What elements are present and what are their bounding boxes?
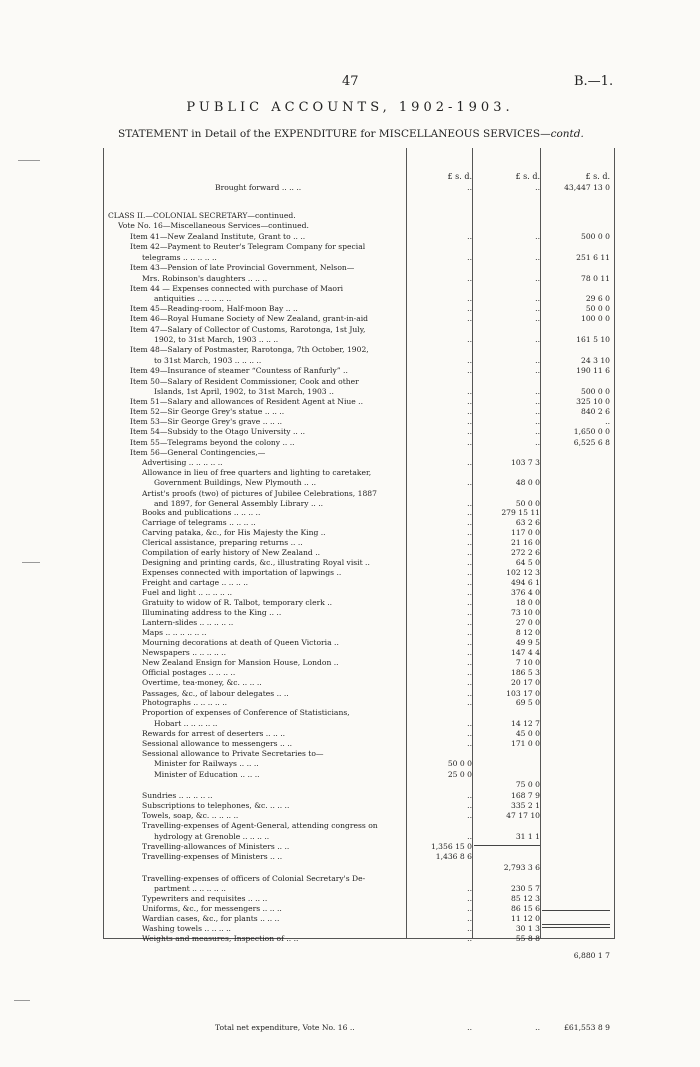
amount-c3: 29 6 0 — [585, 294, 610, 303]
row-label: Books and publications .. .. .. .. — [142, 508, 261, 517]
margin-mark — [18, 160, 40, 161]
amount-c1: .. — [467, 508, 472, 517]
amount-c2: 335 2 1 — [511, 801, 540, 810]
amount-c2: .. — [535, 407, 540, 416]
amount-c2: 2,793 3 6 — [503, 863, 540, 872]
row-label: Fuel and light .. .. .. .. .. — [142, 588, 233, 597]
amount-c1: .. — [467, 739, 472, 748]
row-label: Item 54—Subsidy to the Otago University .. .. — [130, 427, 306, 436]
amount-c1: .. — [467, 791, 472, 800]
ledger-row — [0, 344, 700, 355]
amount-c1: .. — [467, 628, 472, 637]
sheet-reference: B.—1. — [574, 74, 614, 89]
amount-c1: .. — [467, 801, 472, 810]
row-label: Travelling-expenses of Ministers .. .. — [142, 852, 283, 861]
amount-c1: .. — [467, 914, 472, 923]
amount-c1: .. — [467, 638, 472, 647]
row-label: Carving pataka, &c., for His Majesty the King .. — [142, 528, 326, 537]
row-label: Item 41—New Zealand Institute, Grant to .. .. — [130, 232, 306, 241]
row-label: Wardian cases, &c., for plants .. .. .. — [142, 914, 280, 923]
total-rule — [542, 910, 610, 911]
amount-c1: .. — [467, 832, 472, 841]
ledger-row — [0, 820, 700, 831]
amount-c3: 50 0 0 — [585, 304, 610, 313]
row-label: Towels, soap, &c. .. .. .. .. — [142, 811, 239, 820]
amount-c1: .. — [467, 438, 472, 447]
amount-c2: .. — [535, 314, 540, 323]
amount-c2: .. — [535, 387, 540, 396]
ledger-row — [0, 262, 700, 273]
row-label: Freight and cartage .. .. .. .. — [142, 578, 249, 587]
amount-c2: 186 5 3 — [511, 668, 540, 677]
ledger-row — [0, 426, 700, 437]
row-label: Designing and printing cards, &c., illustrating Royal visit .. — [142, 558, 370, 567]
amount-c1: .. — [467, 427, 472, 436]
row-label: CLASS II.—COLONIAL SECRETARY—continued. — [108, 211, 296, 220]
amount-c2: .. — [535, 417, 540, 426]
amount-c2: 48 0 0 — [515, 478, 540, 487]
row-label: Subscriptions to telephones, &c. .. .. .. — [142, 801, 290, 810]
row-label: Total net expenditure, Vote No. 16 .. — [215, 1023, 355, 1032]
amount-c1: .. — [467, 811, 472, 820]
amount-c2: 63 2 6 — [515, 518, 540, 527]
amount-c2: 50 0 0 — [515, 499, 540, 508]
row-label: Lantern-slides .. .. .. .. .. — [142, 618, 234, 627]
row-label: Rewards for arrest of deserters .. .. .. — [142, 729, 286, 738]
amount-c2: 75 0 0 — [515, 780, 540, 789]
row-label: Item 49—Insurance of steamer “Countess of Ranfurly” .. — [130, 366, 348, 375]
row-label: Sessional allowance to Private Secretaries to— — [142, 749, 324, 758]
amount-c2: 27 0 0 — [515, 618, 540, 627]
amount-c1: .. — [467, 884, 472, 893]
ledger-row — [0, 477, 700, 488]
subtotal-rule — [474, 845, 540, 846]
amount-c1: .. — [467, 658, 472, 667]
column-header-3: £ s. d. — [585, 172, 610, 181]
row-label: Photographs .. .. .. .. .. — [142, 698, 228, 707]
row-label: Carriage of telegrams .. .. .. .. — [142, 518, 256, 527]
amount-c2: 171 0 0 — [511, 739, 540, 748]
row-label: Clerical assistance, preparing returns .. .. — [142, 538, 303, 547]
amount-c2: 11 12 0 — [511, 914, 540, 923]
amount-c1: .. — [467, 397, 472, 406]
amount-c2: .. — [535, 304, 540, 313]
amount-c1: .. — [467, 598, 472, 607]
page-number: 47 — [342, 74, 359, 89]
row-label: Expenses connected with importation of lapwings .. — [142, 568, 342, 577]
amount-c1: .. — [467, 698, 472, 707]
row-label: Travelling-allowances of Ministers .. .. — [142, 842, 290, 851]
amount-c1: .. — [467, 417, 472, 426]
ledger-row — [0, 182, 700, 193]
amount-c2: 376 4 0 — [511, 588, 540, 597]
row-label: Newspapers .. .. .. .. .. — [142, 648, 227, 657]
amount-c1: .. — [467, 618, 472, 627]
amount-c2: 103 17 0 — [506, 689, 540, 698]
row-label: Government Buildings, New Plymouth .. .. — [154, 478, 317, 487]
amount-c2: 45 0 0 — [515, 729, 540, 738]
amount-c2: .. — [535, 427, 540, 436]
row-label: Item 46—Royal Humane Society of New Zealand, grant-in-aid — [130, 314, 369, 323]
amount-c1: .. — [467, 588, 472, 597]
amount-c2: 30 1 3 — [515, 924, 540, 933]
row-label: hydrology at Grenoble .. .. .. .. — [154, 832, 270, 841]
row-label: Minister of Education .. .. .. — [154, 770, 260, 779]
ledger-row — [0, 851, 700, 862]
ledger-row — [0, 1022, 700, 1033]
row-label: Vote No. 16—Miscellaneous Services—continued. — [118, 221, 309, 230]
amount-c2: 168 7 9 — [511, 791, 540, 800]
row-label: Washing towels .. .. .. .. — [142, 924, 231, 933]
amount-c1: .. — [467, 608, 472, 617]
row-label: Advertising .. .. .. .. .. — [142, 458, 223, 467]
row-label: Item 42—Payment to Reuter's Telegram Company for special — [130, 242, 366, 251]
amount-c2: 31 1 1 — [515, 832, 540, 841]
row-label: telegrams .. .. .. .. .. — [142, 253, 217, 262]
amount-c3: 251 6 11 — [576, 253, 610, 262]
amount-c1: .. — [467, 304, 472, 313]
statement-contd: contd. — [550, 128, 584, 140]
row-label: Item 52—Sir George Grey's statue .. .. .. — [130, 407, 285, 416]
column-header-row — [0, 171, 700, 182]
amount-c3: 325 10 0 — [576, 397, 610, 406]
ledger-row — [0, 365, 700, 376]
amount-c2: 20 17 0 — [511, 678, 540, 687]
amount-c1: .. — [467, 538, 472, 547]
amount-c2: 272 2 6 — [511, 548, 540, 557]
row-label: Uniforms, &c., for messengers .. .. .. — [142, 904, 282, 913]
amount-c1: .. — [467, 689, 472, 698]
amount-c2: 21 16 0 — [511, 538, 540, 547]
amount-c2: .. — [535, 356, 540, 365]
ledger-row — [0, 779, 700, 790]
ledger-row — [0, 677, 700, 688]
row-label: Allowance in lieu of free quarters and lighting to caretaker, — [142, 468, 372, 477]
ledger-row — [0, 950, 700, 961]
row-label: Proportion of expenses of Conference of Statisticians, — [142, 708, 350, 717]
amount-c1: .. — [467, 904, 472, 913]
amount-c2: 49 9 5 — [515, 638, 540, 647]
ledger-row — [0, 707, 700, 718]
row-label: Hobart .. .. .. .. .. — [154, 719, 218, 728]
row-label: Item 44 — Expenses connected with purchase of Maori — [130, 284, 344, 293]
row-label: Passages, &c., of labour delegates .. .. — [142, 689, 289, 698]
amount-c3: 1,650 0 0 — [573, 427, 610, 436]
amount-c3: 500 0 0 — [581, 232, 610, 241]
row-label: Overtime, tea-money, &c. .. .. .. — [142, 678, 262, 687]
amount-c1: 25 0 0 — [447, 770, 472, 779]
row-label: Item 47—Salary of Collector of Customs, Rarotonga, 1st July, — [130, 325, 366, 334]
row-label: Gratuity to widow of R. Talbot, temporary clerk .. — [142, 598, 333, 607]
row-label: Item 50—Salary of Resident Commissioner, Cook and other — [130, 377, 359, 386]
column-header-1: £ s. d. — [447, 172, 472, 181]
amount-c2: 102 12 3 — [506, 568, 540, 577]
amount-c3: 500 0 0 — [581, 387, 610, 396]
amount-c1: .. — [467, 387, 472, 396]
amount-c2: 8 12 0 — [515, 628, 540, 637]
amount-c1: .. — [467, 668, 472, 677]
amount-c2: .. — [535, 397, 540, 406]
amount-c1: .. — [467, 294, 472, 303]
amount-c2: .. — [535, 335, 540, 344]
amount-c1: .. — [467, 253, 472, 262]
row-label: Islands, 1st April, 1902, to 31st March, 1903 .. — [154, 387, 334, 396]
amount-c2: 73 10 0 — [511, 608, 540, 617]
row-label: Typewriters and requisites .. .. .. — [142, 894, 268, 903]
amount-c1: .. — [467, 558, 472, 567]
amount-c1: .. — [467, 356, 472, 365]
amount-c3: 100 0 0 — [581, 314, 610, 323]
amount-c1: .. — [467, 528, 472, 537]
amount-c3: 43,447 13 0 — [564, 183, 610, 192]
amount-c2: 47 17 10 — [506, 811, 540, 820]
amount-c1: .. — [467, 518, 472, 527]
amount-c1: .. — [467, 678, 472, 687]
row-label: Compilation of early history of New Zealand .. — [142, 548, 321, 557]
amount-c2: 86 15 6 — [511, 904, 540, 913]
row-label: Brought forward .. .. .. — [215, 183, 302, 192]
row-label: Sundries .. .. .. .. .. — [142, 791, 213, 800]
column-header-2: £ s. d. — [515, 172, 540, 181]
amount-c2: 279 15 11 — [501, 508, 540, 517]
amount-c2: .. — [535, 183, 540, 192]
ledger-row — [0, 241, 700, 252]
ledger-row — [0, 933, 700, 944]
amount-c1: .. — [467, 478, 472, 487]
row-label: 1902, to 31st March, 1903 .. .. .. — [154, 335, 279, 344]
row-label: Travelling-expenses of Agent-General, attending congress on — [142, 821, 378, 830]
ledger-row — [0, 758, 700, 769]
row-label: Mrs. Robinson's daughters .. .. .. — [142, 274, 268, 283]
total-double-rule — [542, 924, 610, 925]
amount-c3: 6,880 1 7 — [573, 951, 610, 960]
amount-c1: .. — [467, 894, 472, 903]
row-label: and 1897, for General Assembly Library .. .. — [154, 499, 324, 508]
row-label: Artist's proofs (two) of pictures of Jubilee Celebrations, 1887 — [142, 489, 377, 498]
amount-c3: 161 5 10 — [576, 335, 610, 344]
row-label: to 31st March, 1903 .. .. .. .. — [154, 356, 262, 365]
row-label: Sessional allowance to messengers .. .. — [142, 739, 293, 748]
amount-c1: .. — [467, 548, 472, 557]
margin-mark — [22, 562, 40, 563]
row-label: Travelling-expenses of officers of Colonial Secretary's De- — [142, 874, 366, 883]
page-title: PUBLIC ACCOUNTS, 1902-1903. — [186, 100, 514, 115]
amount-c2: 69 5 0 — [515, 698, 540, 707]
row-label: partment .. .. .. .. .. — [154, 884, 226, 893]
amount-c1: .. — [467, 1023, 472, 1032]
amount-c1: .. — [467, 719, 472, 728]
amount-c2: 494 6 1 — [511, 578, 540, 587]
amount-c3: 190 11 6 — [576, 366, 610, 375]
amount-c2: 64 5 0 — [515, 558, 540, 567]
amount-c3: 6,525 6 8 — [573, 438, 610, 447]
row-label: Weights and measures, Inspection of .. .. — [142, 934, 299, 943]
amount-c1: .. — [467, 183, 472, 192]
amount-c2: .. — [535, 1023, 540, 1032]
ledger-row — [0, 313, 700, 324]
statement-heading — [118, 128, 584, 140]
amount-c2: 18 0 0 — [515, 598, 540, 607]
row-label: Item 51—Salary and allowances of Resident Agent at Niue .. — [130, 397, 363, 406]
row-label: New Zealand Ensign for Mansion House, London .. — [142, 658, 339, 667]
amount-c1: .. — [467, 568, 472, 577]
amount-c3: 840 2 6 — [581, 407, 610, 416]
amount-c1: 1,356 15 0 — [430, 842, 472, 851]
row-label: Illuminating address to the King .. .. — [142, 608, 282, 617]
amount-c2: .. — [535, 366, 540, 375]
statement-text: STATEMENT in Detail of the EXPENDITURE for MISCELLANEOUS SERVICES— — [118, 128, 551, 140]
amount-c3: 78 0 11 — [581, 274, 610, 283]
amount-c1: .. — [467, 407, 472, 416]
row-label: Mourning decorations at death of Queen Victoria .. — [142, 638, 339, 647]
amount-c2: 230 5 7 — [511, 884, 540, 893]
amount-c1: 1,436 8 6 — [435, 852, 472, 861]
amount-c2: .. — [535, 232, 540, 241]
amount-c1: 50 0 0 — [447, 759, 472, 768]
ledger-row — [0, 862, 700, 873]
row-label: Maps .. .. .. .. .. .. — [142, 628, 207, 637]
margin-mark — [14, 1000, 30, 1001]
total-double-rule — [542, 927, 610, 928]
amount-c3: .. — [605, 417, 610, 426]
amount-c2: .. — [535, 294, 540, 303]
amount-c2: 14 12 7 — [511, 719, 540, 728]
amount-c1: .. — [467, 499, 472, 508]
row-label: Item 48—Salary of Postmaster, Rarotonga, 7th October, 1902, — [130, 345, 369, 354]
row-label: Item 55—Telegrams beyond the colony .. .. — [130, 438, 295, 447]
row-label: antiquities .. .. .. .. .. — [154, 294, 232, 303]
amount-c2: .. — [535, 438, 540, 447]
amount-c1: .. — [467, 314, 472, 323]
amount-c2: 117 0 0 — [511, 528, 540, 537]
amount-c1: .. — [467, 274, 472, 283]
amount-c1: .. — [467, 366, 472, 375]
amount-c2: 85 12 3 — [511, 894, 540, 903]
amount-c2: .. — [535, 253, 540, 262]
amount-c3: 24 3 10 — [581, 356, 610, 365]
row-label: Item 56—General Contingencies,— — [130, 448, 266, 457]
row-label: Minister for Railways .. .. .. — [154, 759, 259, 768]
amount-c2: .. — [535, 274, 540, 283]
ledger-row — [0, 220, 700, 231]
amount-c1: .. — [467, 924, 472, 933]
row-label: Item 53—Sir George Grey's grave .. .. .. — [130, 417, 283, 426]
amount-c1: .. — [467, 934, 472, 943]
amount-c1: .. — [467, 335, 472, 344]
amount-c2: 55 8 8 — [515, 934, 540, 943]
amount-c3: £61,553 8 9 — [564, 1023, 610, 1032]
amount-c1: .. — [467, 578, 472, 587]
row-label: Item 43—Pension of late Provincial Government, Nelson— — [130, 263, 355, 272]
amount-c1: .. — [467, 232, 472, 241]
row-label: Item 45—Reading-room, Half-moon Bay .. .. — [130, 304, 298, 313]
row-label: Official postages .. .. .. .. — [142, 668, 236, 677]
amount-c1: .. — [467, 458, 472, 467]
amount-c1: .. — [467, 648, 472, 657]
amount-c2: 103 7 3 — [511, 458, 540, 467]
amount-c2: 147 4 4 — [511, 648, 540, 657]
amount-c2: 7 10 0 — [515, 658, 540, 667]
amount-c1: .. — [467, 729, 472, 738]
